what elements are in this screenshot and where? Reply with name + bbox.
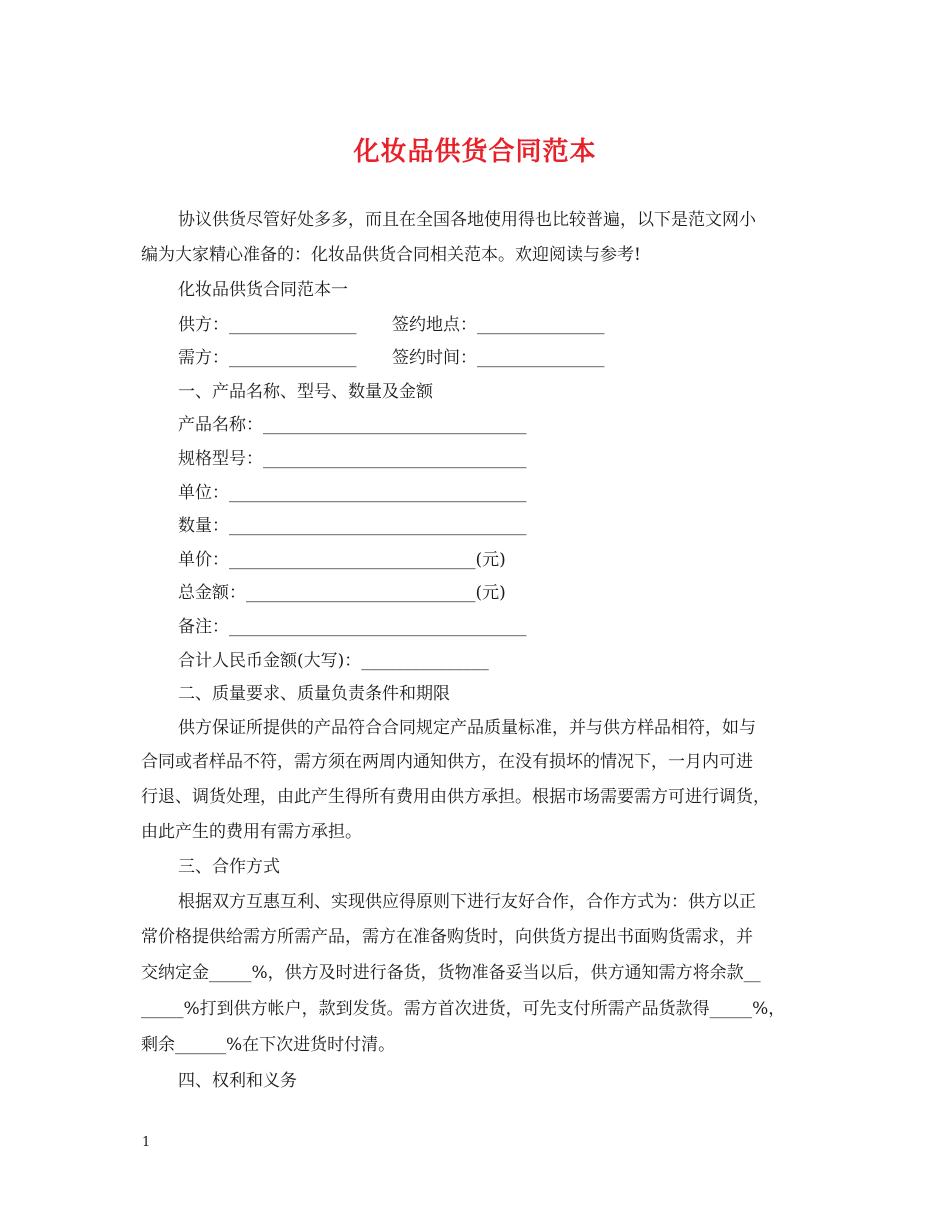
section-3-paragraph-line: 剩余______%在下次进货时付清。	[141, 1035, 396, 1055]
section-1-heading: 一、产品名称、型号、数量及金额	[178, 382, 433, 402]
document-title: 化妆品供货合同范本	[353, 137, 597, 167]
rmb-total-field: 合计人民币金额(大写)：_______________	[178, 651, 489, 671]
section-2-paragraph-line: 由此产生的费用有需方承担。	[141, 822, 362, 842]
remarks-field: 备注：___________________________________	[178, 617, 527, 637]
sign-place-field: 签约地点：_______________	[392, 315, 605, 335]
spec-model-field: 规格型号：_______________________________	[178, 449, 527, 469]
section-2-paragraph-line: 供方保证所提供的产品符合合同规定产品质量标准，并与供方样品相符，如与	[178, 718, 756, 738]
section-3-paragraph-line: 交纳定金_____%，供方及时进行备货，货物准备妥当以后，供方通知需方将余款__	[141, 963, 761, 983]
product-name-field: 产品名称：_______________________________	[178, 415, 527, 435]
unit-field: 单位：___________________________________	[178, 483, 527, 503]
section-4-heading: 四、权利和义务	[178, 1071, 297, 1091]
page-number: 1	[142, 1135, 151, 1150]
intro-line-1: 协议供货尽管好处多多，而且在全国各地使用得也比较普遍，以下是范文网小	[178, 210, 756, 230]
sign-time-field: 签约时间：_______________	[392, 348, 605, 368]
quantity-field: 数量：___________________________________	[178, 516, 527, 536]
section-2-paragraph-line: 行退、调货处理，由此产生得所有费用由供方承担。根据市场需要需方可进行调货，	[141, 787, 770, 807]
section-3-paragraph-line: 常价格提供给需方所需产品，需方在准备购货时，向供货方提出书面购货需求，并	[141, 927, 753, 947]
section-3-heading: 三、合作方式	[178, 857, 280, 877]
section-3-paragraph-line: 根据双方互惠互利、实现供应得原则下进行友好合作，合作方式为：供方以正	[178, 892, 756, 912]
unit-price-field: 单价：_____________________________(元)	[178, 550, 506, 570]
intro-line-2: 编为大家精心准备的：化妆品供货合同相关范本。欢迎阅读与参考!	[141, 245, 641, 265]
buyer-field: 需方：_______________	[178, 348, 357, 368]
contract-subtitle: 化妆品供货合同范本一	[178, 280, 348, 300]
section-2-paragraph-line: 合同或者样品不符，需方须在两周内通知供方，在没有损坏的情况下，一月内可进	[141, 752, 753, 772]
section-3-paragraph-line: _____%打到供方帐户，款到发货。需方首次进货，可先支付所需产品货款得_____%，	[141, 999, 786, 1019]
section-2-heading: 二、质量要求、质量负责条件和期限	[178, 684, 450, 704]
supplier-field: 供方：_______________	[178, 315, 357, 335]
total-amount-field: 总金额：___________________________(元)	[178, 583, 506, 603]
